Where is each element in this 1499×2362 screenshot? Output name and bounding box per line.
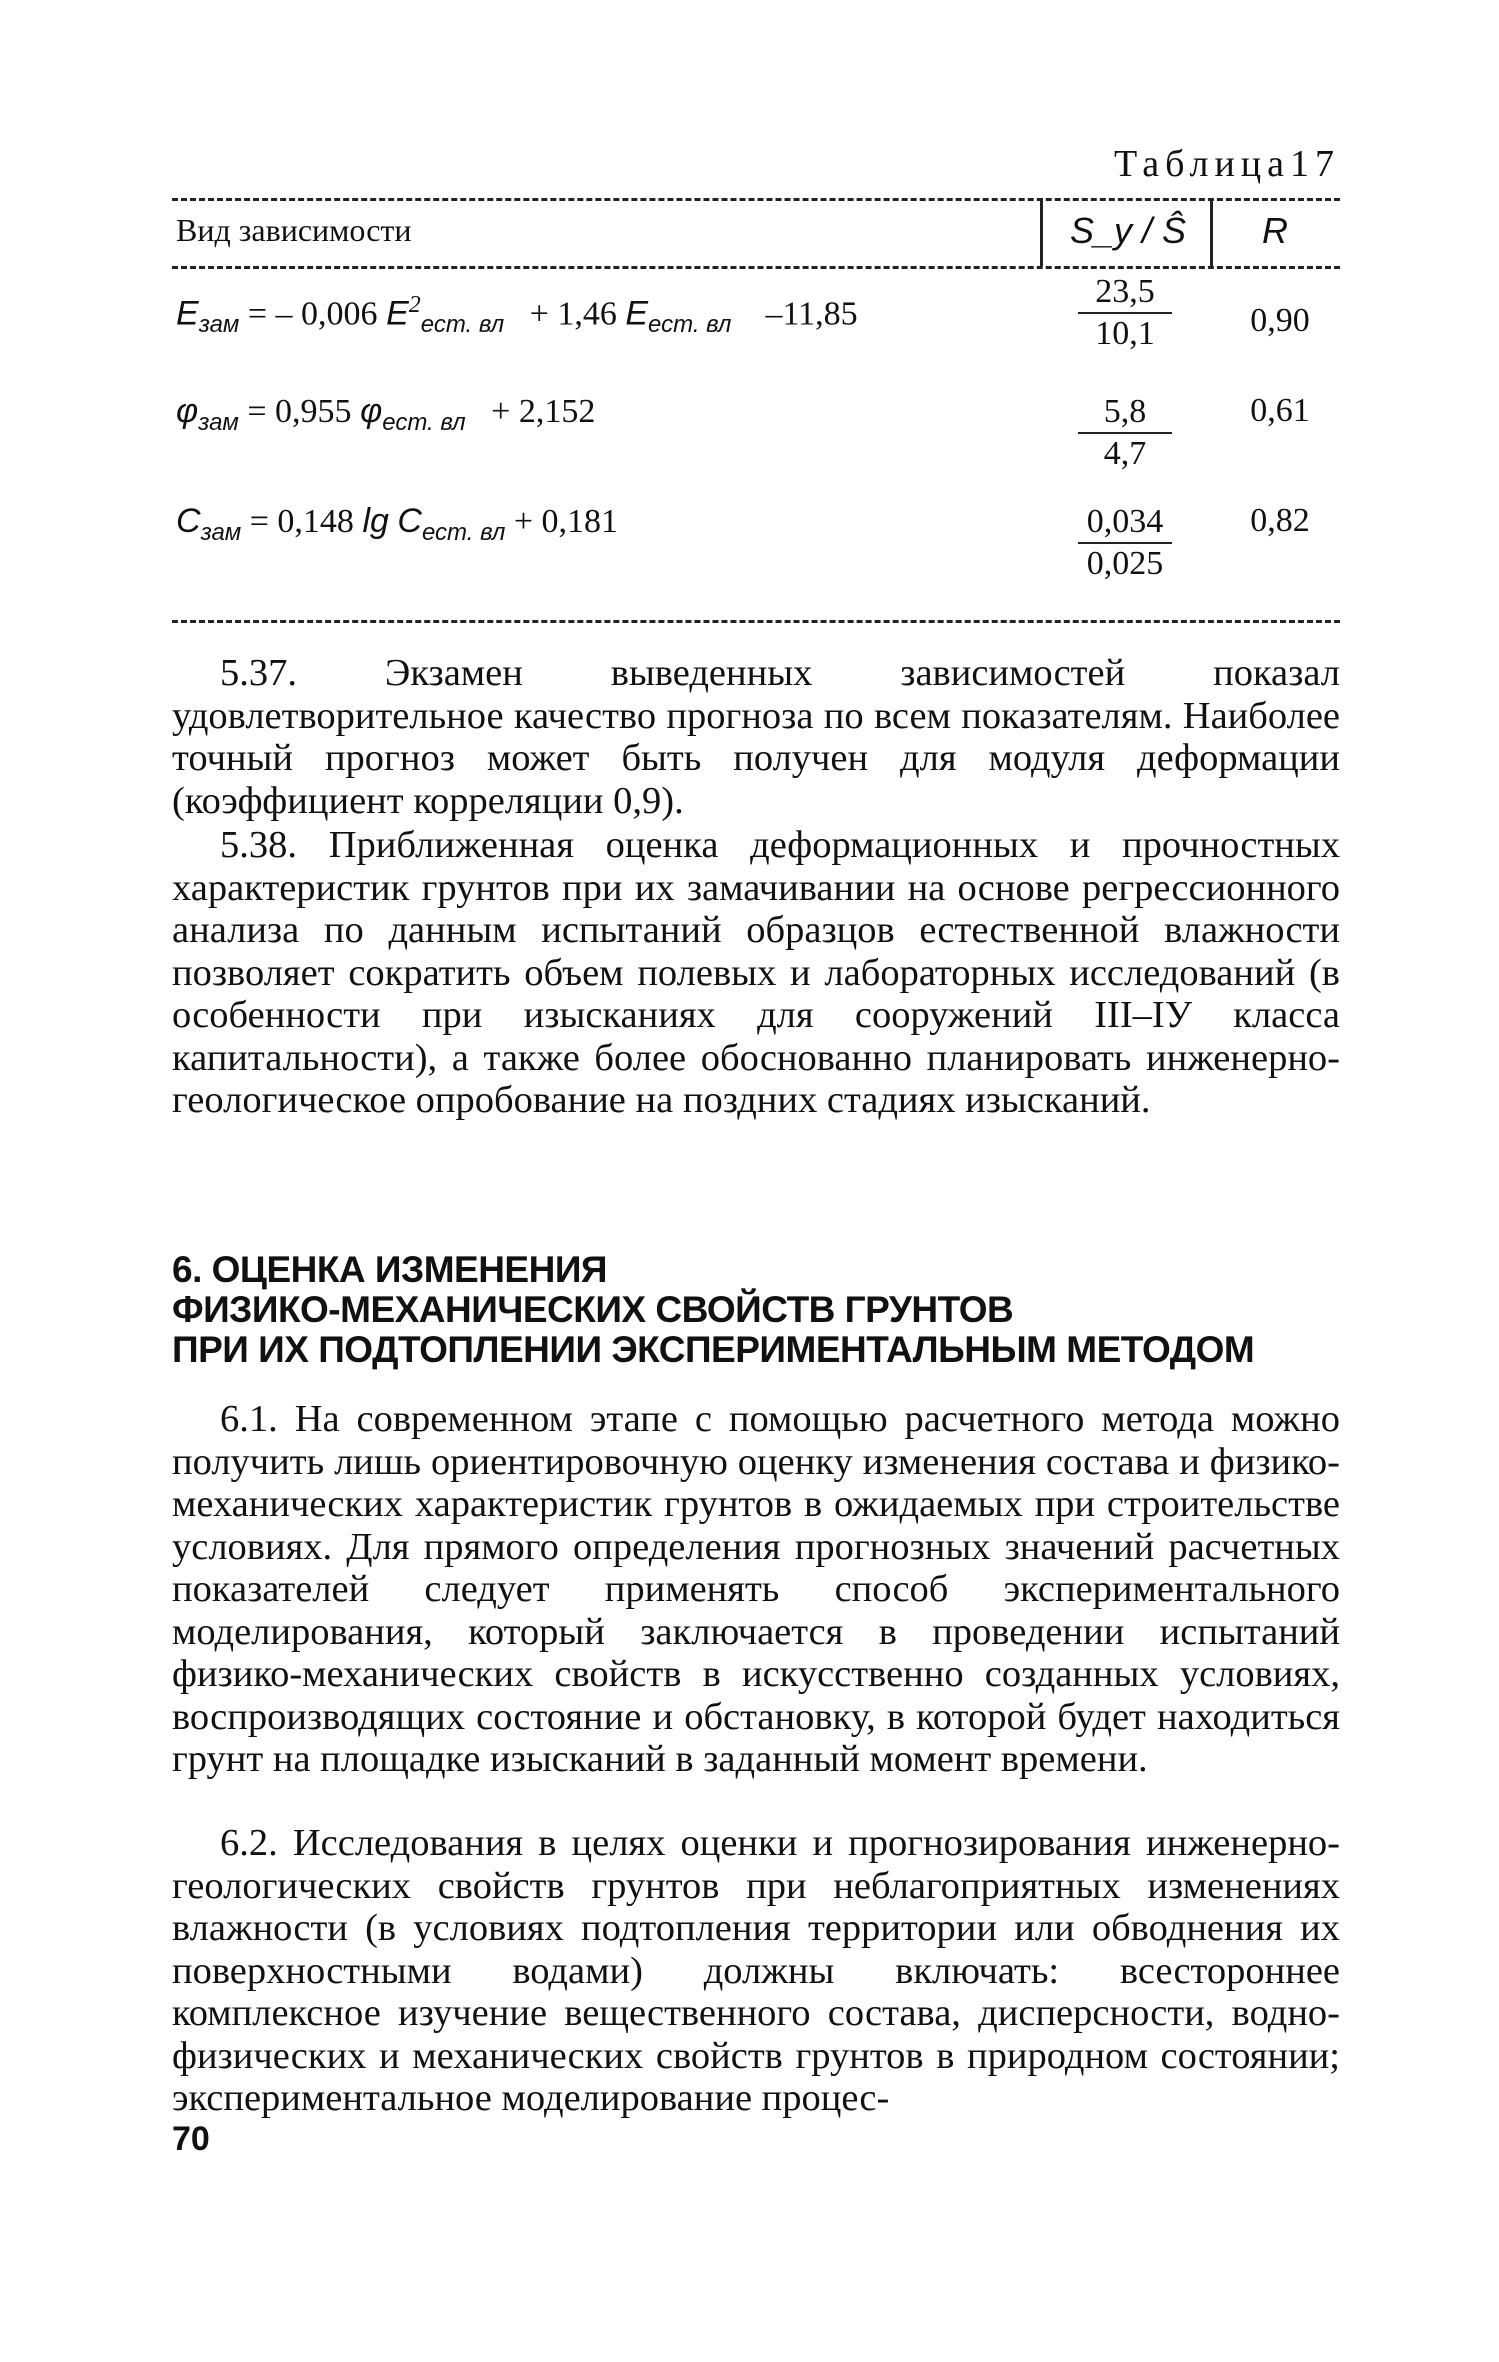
table-caption: Таблица17 — [1113, 143, 1340, 185]
paragraph-6-2: 6.2. Исследования в целях оценки и прогнозирования инженерно-геологических свойств грунтов при неблагоприятных изменениях влажности (в условиях подтопления территории или обводнения их поверхностными водами) должны включать: всестороннее комплексное изучение вещественного состава, дисперсности, водно-физических и механических свойств грунтов в природном состоянии; экспериментальное моделирование процес- — [172, 1822, 1340, 2119]
paragraph-5-38: 5.38. Приближенная оценка деформационных и прочностных характеристик грунтов при их замачивании на основе регрессионного анализа по данным испытаний образцов естественной влажности позволяет сократить объем полевых и лабораторных исследований (в особенности при изысканиях для сооружений III–IУ класса капитальности), а также более обоснованно планировать инженерно-геологическое опробование на поздних стадиях изысканий. — [172, 824, 1340, 1121]
table-row-error-1: 23,5 10,1 — [1060, 272, 1190, 354]
section-heading-line-1: 6. ОЦЕНКА ИЗМЕНЕНИЯ — [172, 1249, 608, 1290]
table-col-divider-2 — [1210, 198, 1213, 266]
table-row-r-2: 0,61 — [1250, 392, 1310, 429]
table-header-error-ratio: S_y / Ŝ — [1070, 210, 1187, 251]
table-row-r-1: 0,90 — [1250, 302, 1310, 339]
table-col-divider-1 — [1040, 198, 1043, 266]
table-bottom-rule — [172, 620, 1340, 623]
page-number: 70 — [172, 2120, 210, 2158]
table-row-formula-2: $\varphi_{зам} = 0,955$ $\varphi_{ест. вл}$ + 2,152 — [176, 392, 596, 436]
table-header-correlation: R — [1262, 210, 1288, 251]
table-header-dependency: Вид зависимости — [176, 212, 412, 248]
table-top-rule — [172, 198, 1340, 201]
section-heading-line-3: ПРИ ИХ ПОДТОПЛЕНИИ ЭКСПЕРИМЕНТАЛЬНЫМ МЕТОДОМ — [172, 1329, 1255, 1370]
table-row-formula-1: $E_{зам}$ = – 0,006 $E^2_{ест. вл}$ + 1,46 $E_{ест. вл}$ –11,85 — [176, 292, 858, 339]
section-heading-line-2: ФИЗИКО-МЕХАНИЧЕСКИХ СВОЙСТВ ГРУНТОВ — [172, 1289, 1014, 1330]
table-header-rule — [172, 266, 1340, 269]
paragraph-6-1: 6.1. На современном этапе с помощью расчетного метода можно получить лишь ориентировочную оценку изменения состава и физико-механических характеристик грунтов в ожидаемых при строительстве условиях. Для прямого определения прогнозных значений расчетных показателей следует применять способ экспериментального моделирования, который заключается в проведении испытаний физико-механических свойств в искусственно созданных условиях, воспроизводящих состояние и обстановку, в которой будет находиться грунт на площадке изысканий в заданный момент времени. — [172, 1398, 1340, 1780]
section-heading — [172, 1250, 1372, 1370]
table-row-error-2: 5,8 4,7 — [1060, 392, 1190, 474]
table-row-formula-3: $C_{зам} = 0,148$ $\lg C_{ест. вл} + 0,181$ — [176, 502, 619, 546]
table-row-r-3: 0,82 — [1250, 502, 1310, 539]
paragraph-5-37: 5.37. Экзамен выведенных зависимостей показал удовлетворительное качество прогноза по всем показателям. Наиболее точный прогноз может быть получен для модуля деформации (коэффициент корреляции 0,9). — [172, 652, 1340, 822]
table-row-error-3: 0,034 0,025 — [1060, 502, 1190, 584]
